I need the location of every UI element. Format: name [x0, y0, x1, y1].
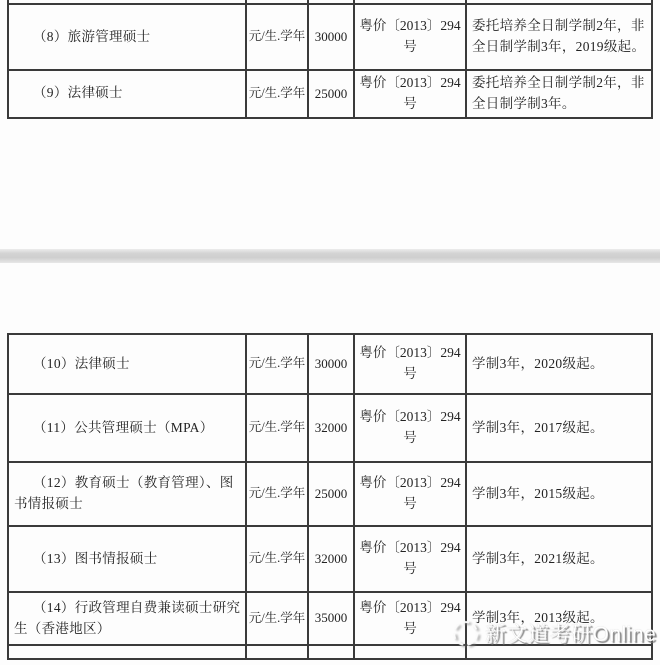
- fee-table-page2: [7, 333, 653, 660]
- table-row: [8, 526, 652, 592]
- amount-cell: 25000: [308, 70, 354, 118]
- item-cell: [8, 645, 246, 659]
- doc-cell: 粤价〔2013〕294号: [354, 462, 466, 526]
- watermark-text: 新文道考研Online: [485, 623, 657, 646]
- item-cell: （9）法律硕士: [8, 70, 246, 118]
- table-row: [8, 70, 652, 118]
- amount-cell: 35000: [308, 592, 354, 645]
- amount-cell: 30000: [308, 334, 354, 394]
- item-cell: （8）旅游管理硕士: [8, 4, 246, 70]
- item-cell: （11）公共管理硕士（MPA）: [8, 394, 246, 462]
- unit-cell: 元/生.学年: [246, 4, 308, 70]
- remark-cell: 学制3年，2015级起。: [466, 462, 652, 526]
- table-row-clipped: [8, 645, 652, 659]
- unit-cell: 元/生.学年: [246, 394, 308, 462]
- unit-cell: 元/生.学年: [246, 334, 308, 394]
- table-row: [8, 334, 652, 394]
- item-cell: （14）行政管理自费兼读硕士研究生（香港地区）: [8, 592, 246, 645]
- table-row: [8, 592, 652, 645]
- item-cell: （10）法律硕士: [8, 334, 246, 394]
- amount-cell: 30000: [308, 4, 354, 70]
- doc-cell: 粤价〔2013〕294号: [354, 394, 466, 462]
- remark-cell: 学制3年，2017级起。: [466, 394, 652, 462]
- remark-cell: 学制3年，2020级起。: [466, 334, 652, 394]
- remark-cell: [466, 645, 652, 659]
- page-gap-separator: [0, 249, 660, 263]
- unit-cell: 元/生.学年: [246, 526, 308, 592]
- unit-cell: 元/生.学年: [246, 462, 308, 526]
- remark-cell: 委托培养全日制学制2年，非全日制学制3年。: [466, 70, 652, 118]
- amount-cell: 32000: [308, 526, 354, 592]
- table-row: [8, 394, 652, 462]
- doc-cell: 粤价〔2013〕294号: [354, 70, 466, 118]
- amount-cell: [308, 645, 354, 659]
- unit-cell: 元/生.学年: [246, 70, 308, 118]
- doc-cell: 粤价〔2013〕294号: [354, 4, 466, 70]
- unit-cell: 元/生.学年: [246, 592, 308, 645]
- amount-cell: 32000: [308, 394, 354, 462]
- item-cell: （12）教育硕士（教育管理）、图书情报硕士: [8, 462, 246, 526]
- doc-cell: [354, 645, 466, 659]
- remark-cell: 学制3年，2021级起。: [466, 526, 652, 592]
- doc-cell: 粤价〔2013〕294号: [354, 334, 466, 394]
- fee-table-page1: [7, 0, 653, 119]
- doc-cell: 粤价〔2013〕294号: [354, 592, 466, 645]
- remark-cell: 学制3年，2013级起。: [466, 592, 652, 645]
- doc-cell: 粤价〔2013〕294号: [354, 526, 466, 592]
- amount-cell: 25000: [308, 462, 354, 526]
- item-cell: （13）图书情报硕士: [8, 526, 246, 592]
- unit-cell: [246, 645, 308, 659]
- table-row: [8, 462, 652, 526]
- remark-cell: 委托培养全日制学制2年，非全日制学制3年，2019级起。: [466, 4, 652, 70]
- table-row: [8, 4, 652, 70]
